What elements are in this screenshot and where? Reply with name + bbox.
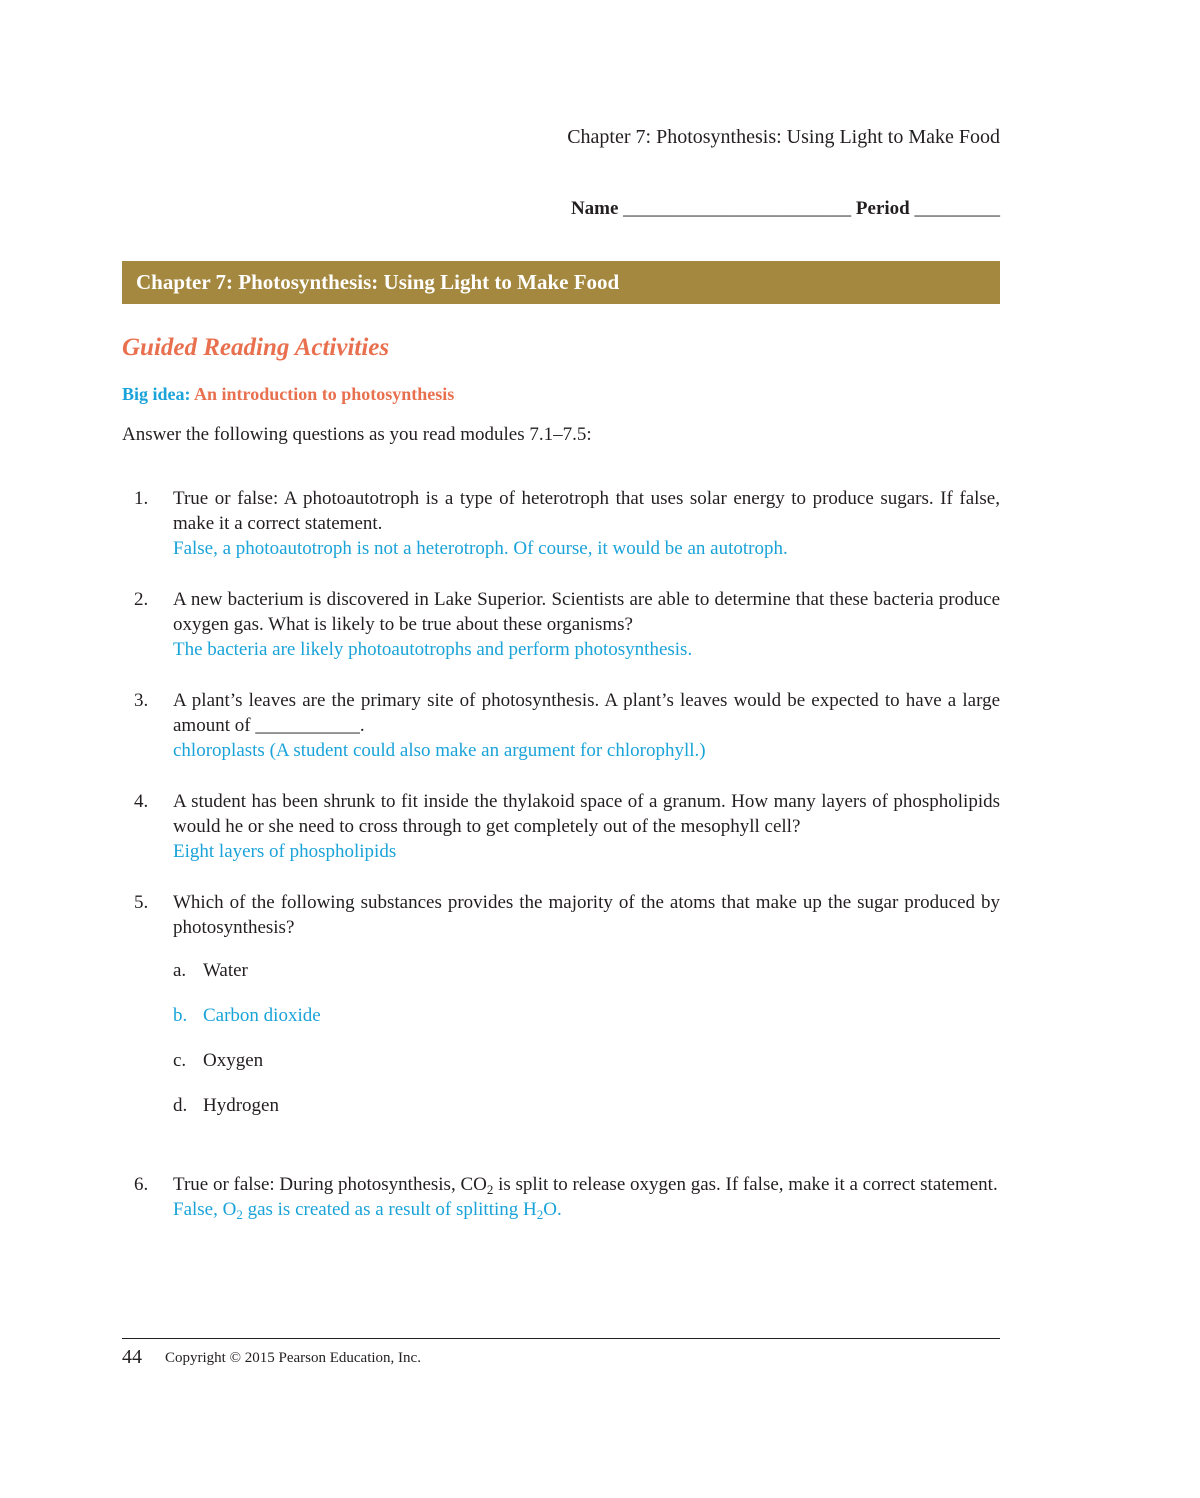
option-d	[173, 1095, 279, 1117]
question-number: 2.	[134, 589, 149, 610]
question-number: 3.	[134, 690, 149, 711]
question-2	[122, 587, 1000, 662]
option-b-correct	[173, 1005, 321, 1027]
chapter-title: Chapter 7: Photosynthesis: Using Light to Make Food	[136, 270, 620, 294]
question-4	[122, 789, 1000, 864]
footer-rule	[122, 1338, 1000, 1339]
option-letter: d.	[173, 1095, 188, 1116]
copyright: Copyright © 2015 Pearson Education, Inc.	[165, 1350, 421, 1366]
option-c	[173, 1050, 263, 1072]
question-5	[122, 890, 1000, 940]
q6-answer-subscript: 2	[536, 1207, 544, 1222]
option-text: Hydrogen	[203, 1095, 279, 1116]
question-number: 4.	[134, 791, 149, 812]
option-letter: b.	[173, 1005, 188, 1026]
question-number: 5.	[134, 892, 149, 913]
question-text: A new bacterium is discovered in Lake Superior. Scientists are able to determine that these bacteria produce oxygen gas. What is likely to be true about these organisms?	[173, 589, 1000, 635]
period-blank: _________	[914, 198, 1000, 219]
question-text	[173, 1172, 1000, 1197]
name-label: Name	[570, 198, 619, 219]
question-1	[122, 486, 1000, 561]
big-idea-label: Big idea:	[122, 384, 191, 404]
section-heading: Guided Reading Activities	[122, 334, 390, 361]
question-6	[122, 1172, 1000, 1222]
question-text: A student has been shrunk to fit inside the thylakoid space of a granum. How many layers of phospholipids would he or she need to cross through to get completely out of the mesophyll cell?	[173, 791, 1000, 837]
chapter-title-bar	[122, 261, 1000, 304]
option-text: Carbon dioxide	[203, 1005, 321, 1026]
question-3	[122, 688, 1000, 763]
question-text: True or false: A photoautotroph is a type of heterotroph that uses solar energy to produce sugars. If false, make it a correct statement.	[173, 488, 1000, 534]
page-number: 44	[122, 1346, 142, 1368]
q6-subscript: 2	[486, 1182, 494, 1197]
q6-text-part: is split to release oxygen gas. If false, make it a correct statement.	[493, 1174, 998, 1195]
q6-text-part: True or false: During photosynthesis, CO	[173, 1174, 487, 1195]
question-number: 6.	[134, 1174, 149, 1195]
instructions: Answer the following questions as you read modules 7.1–7.5:	[122, 424, 592, 445]
question-text: Which of the following substances provides the majority of the atoms that make up the sugar produced by photosynthesis?	[173, 892, 1000, 938]
option-a	[173, 960, 248, 982]
answer-text: False, a photoautotroph is not a heterotroph. Of course, it would be an autotroph.	[173, 538, 788, 559]
option-letter: a.	[173, 960, 187, 981]
answer-text: Eight layers of phospholipids	[173, 841, 397, 862]
answer-text: chloroplasts (A student could also make an argument for chlorophyll.)	[173, 740, 706, 761]
q6-answer-subscript: 2	[236, 1207, 243, 1222]
period-label: Period	[855, 198, 910, 219]
q6-answer-part: gas is created as a result of splitting H	[242, 1199, 537, 1220]
answer-text	[173, 1197, 1000, 1222]
big-idea-text: An introduction to photosynthesis	[194, 384, 455, 404]
name-period-line	[517, 198, 1000, 220]
option-text: Oxygen	[203, 1050, 264, 1071]
option-text: Water	[203, 960, 248, 981]
q6-answer-part: O.	[543, 1199, 562, 1220]
name-blank: ________________________	[623, 198, 852, 219]
running-header: Chapter 7: Photosynthesis: Using Light to Make Food	[567, 126, 1000, 148]
q6-answer-part: False, O	[173, 1199, 237, 1220]
question-number: 1.	[134, 488, 149, 509]
answer-text: The bacteria are likely photoautotrophs and perform photosynthesis.	[173, 639, 693, 660]
big-idea	[122, 384, 454, 405]
question-text: A plant’s leaves are the primary site of photosynthesis. A plant’s leaves would be expected to have a large amount of ___________.	[173, 690, 1000, 736]
option-letter: c.	[173, 1050, 187, 1071]
